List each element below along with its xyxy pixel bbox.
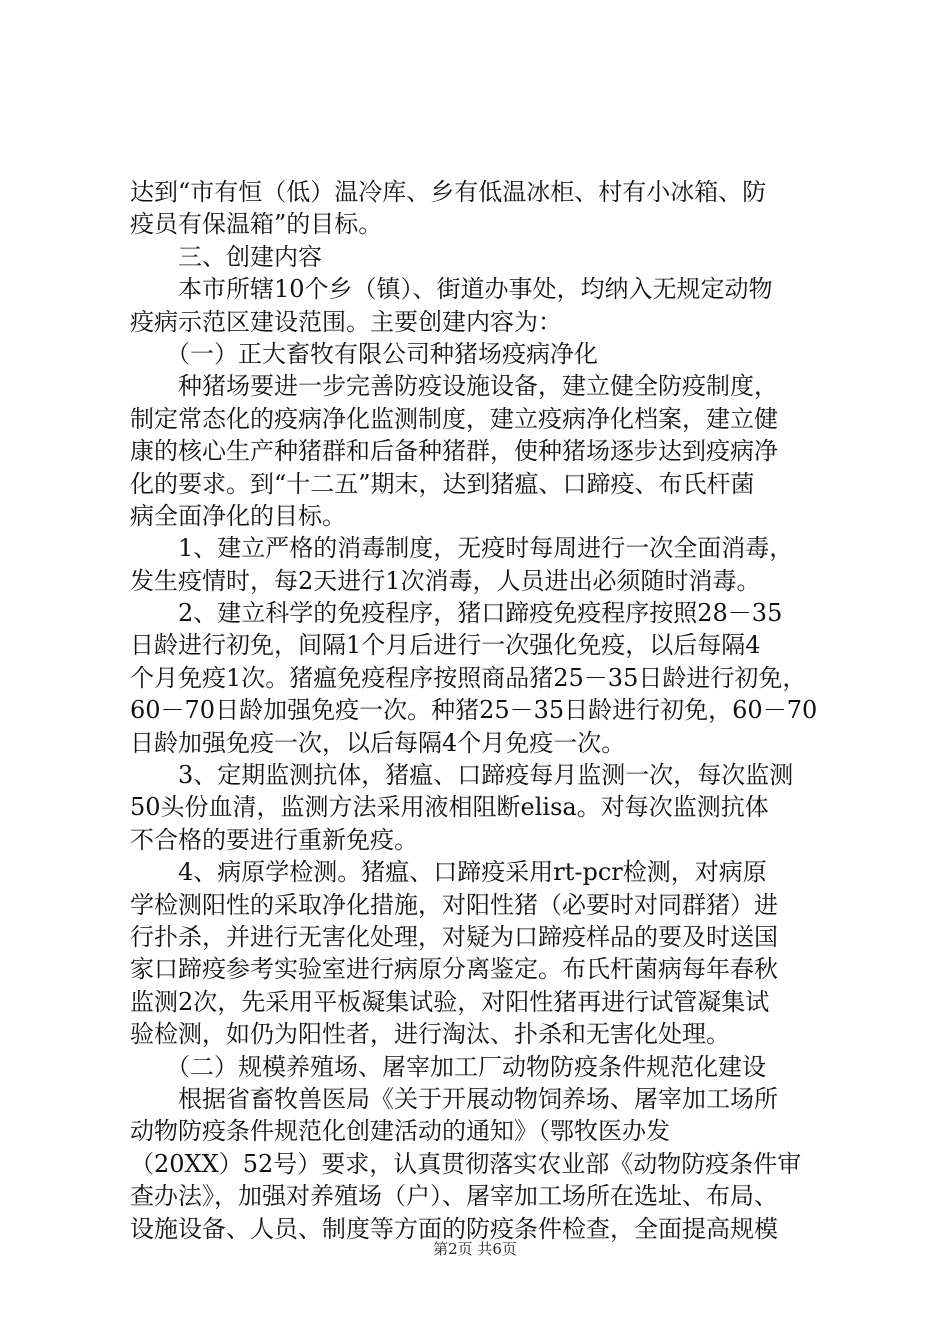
body-line: 疫病示范区建设范围。主要创建内容为： xyxy=(130,307,562,336)
body-line: 3、定期监测抗体，猪瘟、口蹄疫每月监测一次，每次监测 xyxy=(130,761,794,790)
section-heading: 三、创建内容 xyxy=(130,242,322,271)
body-line: 不合格的要进行重新免疫。 xyxy=(130,825,418,854)
body-line: （20XX）52号）要求，认真贯彻落实农业部《动物防疫条件审 xyxy=(130,1149,802,1178)
body-line: 日龄进行初免，间隔1个月后进行一次强化免疫，以后每隔4 xyxy=(130,631,761,660)
body-line: 4、病原学检测。猪瘟、口蹄疫采用rt-pcr检测，对病原 xyxy=(130,858,767,887)
body-line: 种猪场要进一步完善防疫设施设备，建立健全防疫制度， xyxy=(130,372,778,401)
body-line: 查办法》，加强对养殖场（户）、屠宰加工场所在选址、布局、 xyxy=(130,1182,778,1211)
body-line: 化的要求。到“十二五”期末，达到猪瘟、口蹄疫、布氏杆菌 xyxy=(130,469,755,498)
body-line: 验检测，如仍为阳性者，进行淘汰、扑杀和无害化处理。 xyxy=(130,1020,730,1049)
body-line: 60－70日龄加强免疫一次。种猪25－35日龄进行初免，60－70 xyxy=(130,696,818,725)
body-line: 根据省畜牧兽医局《关于开展动物饲养场、屠宰加工场所 xyxy=(130,1084,778,1113)
body-line: 50头份血清，监测方法采用液相阻断elisa。对每次监测抗体 xyxy=(130,793,769,822)
body-line: 康的核心生产种猪群和后备种猪群，使种猪场逐步达到疫病净 xyxy=(130,437,778,466)
body-line: 设施设备、人员、制度等方面的防疫条件检查，全面提高规模 xyxy=(130,1214,778,1243)
body-line: 达到“市有恒（低）温冷库、乡有低温冰柜、村有小冰箱、防 xyxy=(130,178,767,206)
subsection-heading: （一）正大畜牧有限公司种猪场疫病净化 xyxy=(130,339,598,368)
body-line: 家口蹄疫参考实验室进行病原分离鉴定。布氏杆菌病每年春秋 xyxy=(130,955,778,984)
body-line: 制定常态化的疫病净化监测制度，建立疫病净化档案，建立健 xyxy=(130,404,778,433)
body-line: 发生疫情时，每2天进行1次消毒，人员进出必须随时消毒。 xyxy=(130,566,761,595)
body-line: 监测2次，先采用平板凝集试验，对阳性猪再进行试管凝集试 xyxy=(130,987,770,1016)
document-body xyxy=(130,176,830,1245)
body-line: 个月免疫1次。猪瘟免疫程序按照商品猪25－35日龄进行初免， xyxy=(130,663,807,692)
subsection-heading: （二）规模养殖场、屠宰加工厂动物防疫条件规范化建设 xyxy=(130,1052,766,1081)
body-line: 1、建立严格的消毒制度，无疫时每周进行一次全面消毒， xyxy=(130,534,794,563)
body-line: 本市所辖10个乡（镇）、街道办事处，均纳入无规定动物 xyxy=(130,275,773,304)
body-line: 行扑杀，并进行无害化处理，对疑为口蹄疫样品的要及时送国 xyxy=(130,922,778,951)
body-line: 疫员有保温箱”的目标。 xyxy=(130,210,383,239)
body-line: 病全面净化的目标。 xyxy=(130,501,346,530)
body-line: 2、建立科学的免疫程序，猪口蹄疫免疫程序按照28－35 xyxy=(130,599,783,628)
body-line: 日龄加强免疫一次，以后每隔4个月免疫一次。 xyxy=(130,728,626,757)
body-line: 学检测阳性的采取净化措施，对阳性猪（必要时对同群猪）进 xyxy=(130,890,778,919)
page-number-footer: 第2页 共6页 xyxy=(433,1240,517,1258)
body-line: 动物防疫条件规范化创建活动的通知》（鄂牧医办发 xyxy=(130,1117,670,1146)
